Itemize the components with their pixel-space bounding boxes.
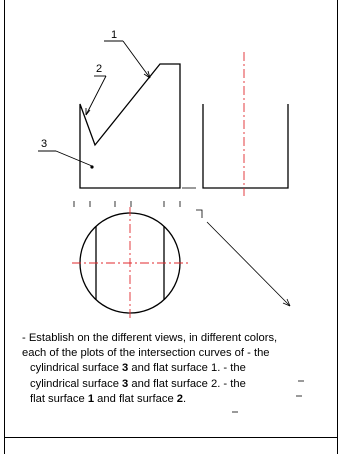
side-view-outline [203,104,288,188]
projection-ticks [74,201,180,207]
leader-3-diagonal [56,151,92,166]
leader-1-diagonal [123,41,150,78]
leader-2-diagonal [86,76,106,115]
instructions-text [22,331,344,407]
instruction-line-2: each of the plots of the intersection curves of - the [22,347,270,360]
instruction-line-3: cylindrical surface 3 and flat surface 1. - the [30,362,246,375]
instruction-line-5: flat surface 1 and flat surface 2. [30,392,187,405]
label-2: 2 [96,63,103,75]
label-3: 3 [41,138,48,150]
label-1: 1 [111,29,118,41]
instruction-line-1: - Establish on the different views, in different colors, [22,332,278,344]
transfer-diagonal [207,222,290,306]
transfer-line [196,210,202,218]
instruction-line-4: cylindrical surface 3 and flat surface 2. - the [30,377,246,390]
front-view-outline [80,64,180,188]
